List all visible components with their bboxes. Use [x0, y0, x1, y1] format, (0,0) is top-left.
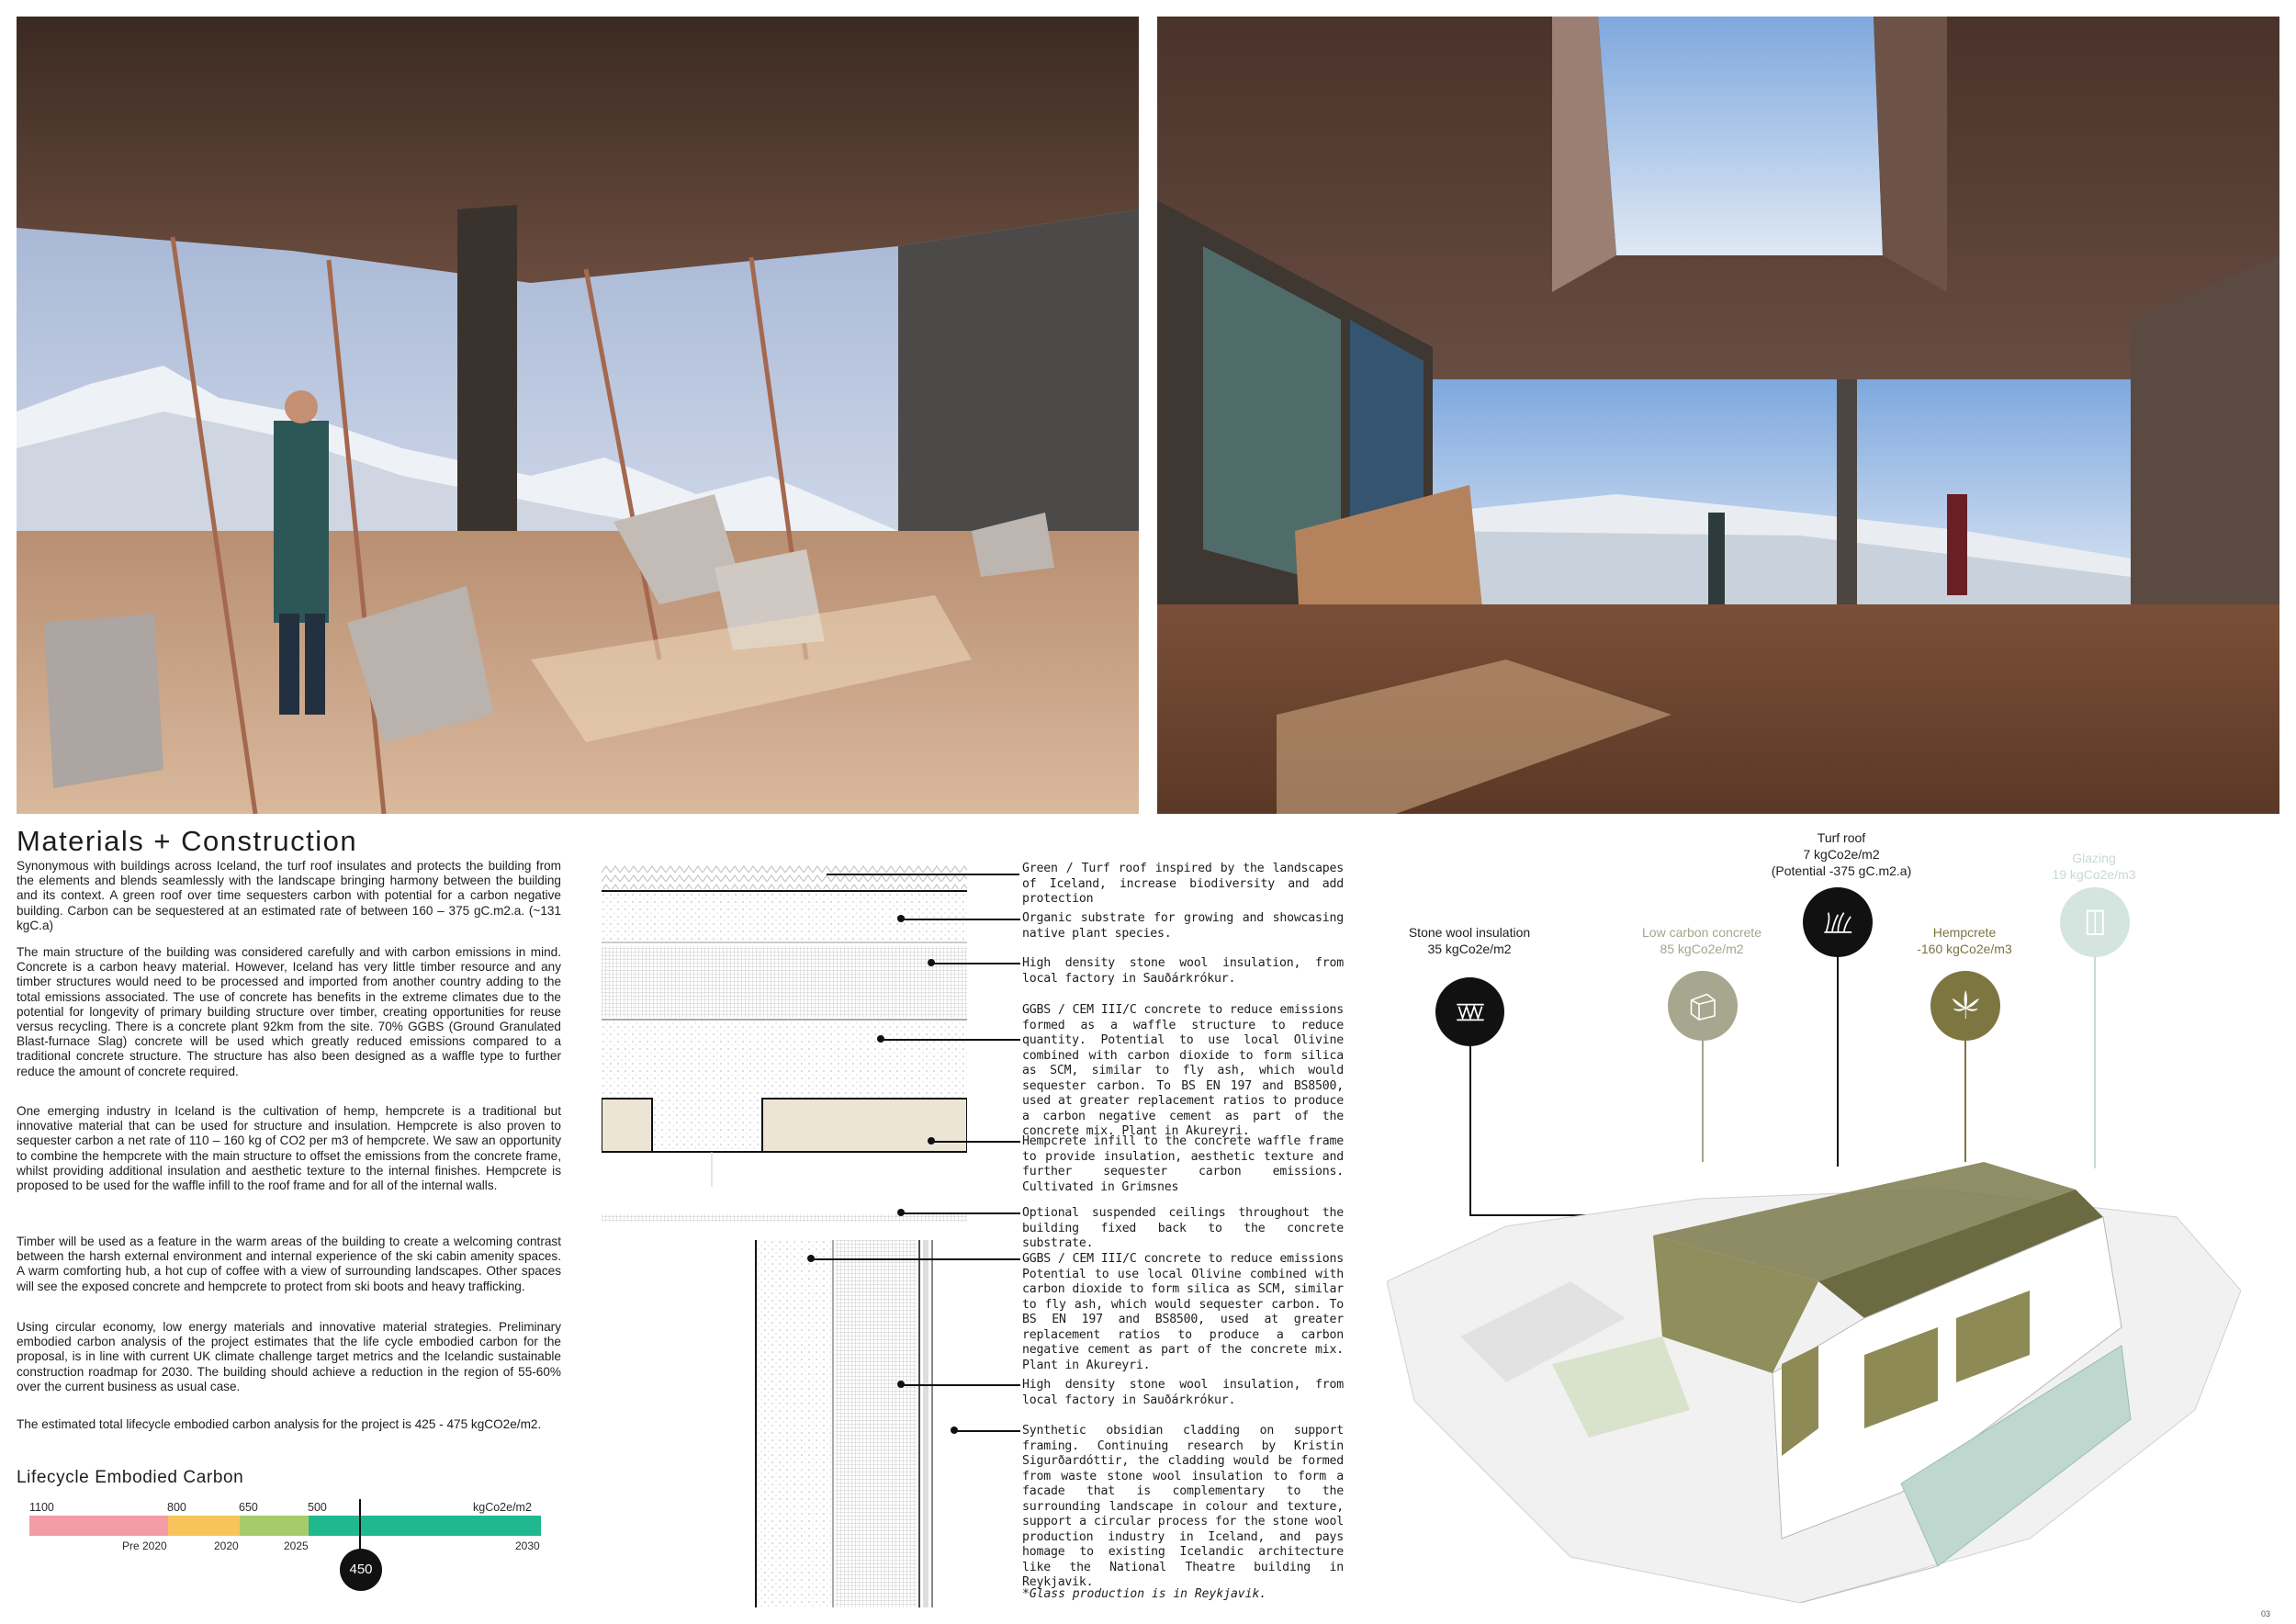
material-value-concrete: 85 kgCo2e/m2	[1660, 942, 1744, 956]
material-value-glazing: 19 kgCo2e/m3	[2052, 867, 2136, 882]
material-name-turf-roof: Turf roof	[1817, 830, 1866, 845]
material-label-glazing	[2007, 850, 2181, 883]
material-name-stone-wool: Stone wool insulation	[1408, 925, 1531, 940]
leader-ceilings	[901, 1212, 1020, 1214]
material-label-stone-wool	[1382, 924, 1557, 957]
annotation-turf-roof: Green / Turf roof inspired by the landscapes of Iceland, increase biodiversity and add protection	[1022, 862, 1344, 906]
paragraph-hempcrete: One emerging industry in Iceland is the cultivation of hemp, hempcrete is a traditional but innovative material that can be used for structure and insulation. Hempcrete is also proven to sequester carbon a net rate of 110 – 160 kg of CO2 per m3 of hempcrete. We saw an opportunity to combine the hempcrete with the main structure to offset the emissions from the concrete frame, whilst providing additional insulation and aesthetic texture to the internal finishes. Hempcrete is proposed to be used for the waffle infill to the roof frame and for all of the internal walls.	[17, 1104, 561, 1193]
material-name-concrete: Low carbon concrete	[1642, 925, 1761, 940]
annotation-roof-insulation: High density stone wool insulation, from local factory in Sauðárkrókur.	[1022, 956, 1344, 986]
bar-year-pre2020: Pre 2020	[122, 1539, 167, 1552]
paragraph-concrete-structure: The main structure of the building was considered carefully and with carbon emissions in mind. Concrete is a carbon heavy material. However, Iceland has very little timber resource and any timber structures would need to be processed and imported from another country adding to the total emissions associated. The use of concrete has benefits in the extreme climates due to the potential for longevity of primary building structure over timber, creating opportunities for reuse versus recycling. There is a concrete plant 92km from the site. 70% GGBS (Ground Granulated Blast-furnace Slag) concrete will be used which greatly reduced emissions compared to a traditional concrete structure. The structure has also been designed as a waffle type to further reduce the amount of concrete required.	[17, 945, 561, 1078]
section-title: Materials + Construction	[17, 825, 358, 857]
stone-wool-icon	[1435, 977, 1504, 1046]
interior-render-lounge	[17, 17, 1139, 814]
bar-segment-2025	[240, 1516, 309, 1536]
leader-hempcrete	[931, 1141, 1020, 1143]
material-name-hempcrete: Hempcrete	[1932, 925, 1997, 940]
material-value-hempcrete: -160 kgCo2e/m3	[1917, 942, 2012, 956]
bar-segment-pre2020	[29, 1516, 168, 1536]
leader-wall-concrete	[811, 1258, 1020, 1260]
window-icon	[2060, 887, 2130, 957]
material-name-glazing: Glazing	[2072, 851, 2116, 865]
bar-label-650: 650	[239, 1501, 258, 1514]
bar-label-800: 800	[167, 1501, 186, 1514]
material-value-turf-roof: 7 kgCo2e/m2	[1803, 847, 1880, 862]
material-value-stone-wool: 35 kgCo2e/m2	[1427, 942, 1512, 956]
bar-segment-2030	[309, 1516, 541, 1536]
material-label-concrete	[1615, 924, 1789, 957]
paragraph-total-carbon: The estimated total lifecycle embodied carbon analysis for the project is 425 - 475 kgCO2e/m2.	[17, 1417, 542, 1431]
annotation-wall-insulation: High density stone wool insulation, from local factory in Sauðárkrókur.	[1022, 1378, 1344, 1407]
page-number: 03	[2261, 1609, 2271, 1618]
bar-label-1100: 1100	[29, 1501, 54, 1514]
material-extra-turf-roof: (Potential -375 gC.m2.a)	[1771, 863, 1912, 878]
annotation-roof-concrete: GGBS / CEM III/C concrete to reduce emissions formed as a waffle structure to reduce quantity. Potential to use local Olivine combined with carbon dioxide to form silica as SCM, similar to fly ash, which would sequester carbon. To BS EN 197 and BS8500, used at greater replacement ratios to produce a carbon negative cement as part of the concrete mix. Plant in Akureyri.	[1022, 1003, 1344, 1138]
material-label-turf-roof	[1750, 829, 1933, 879]
bar-unit: kgCo2e/m2	[473, 1501, 532, 1514]
wall-section-drawing	[602, 1240, 967, 1607]
axonometric-building-drawing	[1387, 1107, 2241, 1603]
bar-marker-450: 450	[340, 1549, 382, 1591]
leader-roof-concrete	[881, 1039, 1020, 1041]
hemp-leaf-icon	[1930, 971, 2000, 1041]
bar-year-2030: 2030	[515, 1539, 540, 1552]
leader-roof-insulation	[931, 963, 1020, 964]
annotation-wall-concrete: GGBS / CEM III/C concrete to reduce emissions Potential to use local Olivine combined with carbon dioxide to form silica as SCM, similar to fly ash, which would sequester carbon. To BS EN 197 and BS8500, used at greater replacement ratios to produce a carbon negative cement as part of the concrete mix. Plant in Akureyri.	[1022, 1252, 1344, 1372]
bar-segment-2020	[168, 1516, 240, 1536]
paragraph-timber: Timber will be used as a feature in the warm areas of the building to create a welcoming contrast between the harsh external environment and internal experience of the ski cabin amenity spaces. A warm comforting hub, a hot cup of coffee with a view of surrounding landscapes. Other spaces will see the exposed concrete and hempcrete to protect from ski boots and heavy trafficking.	[17, 1235, 561, 1293]
paragraph-circular-economy: Using circular economy, low energy materials and innovative material strategies. Preliminary embodied carbon analysis of the project estimates that the life cycle embodied carbon for the proposal, is in line with current UK climate challenge target metrics and the Icelandic sustainable construction roadmap for 2030. The building should achieve a reduction in the region of 55-60% over the current business as usual case.	[17, 1320, 561, 1393]
lifecycle-title: Lifecycle Embodied Carbon	[17, 1468, 244, 1487]
concrete-block-icon	[1668, 971, 1738, 1041]
annotation-obsidian-cladding: Synthetic obsidian cladding on support framing. Continuing research by Kristin Sigurðardóttir, the cladding would be formed from waste stone wool insulation to form a facade that is complementary to the surrounding landscape in colour and texture, support a circular process for the stone wool production industry in Iceland, and pays homage to existing Icelandic architecture like the National Theatre building in Reykjavik.	[1022, 1424, 1344, 1589]
bar-year-2025: 2025	[284, 1539, 309, 1552]
glass-production-note: *Glass production is in Reykjavik.	[1022, 1587, 1267, 1601]
leader-turf-roof	[827, 874, 1019, 875]
leader-cladding	[954, 1430, 1020, 1432]
paragraph-turf-roof: Synonymous with buildings across Iceland, the turf roof insulates and protects the building from the elements and blends seamlessly with the landscape bringing harmony between the building and its context. A green roof over time sequesters carbon with potential for a carbon negative building. Carbon can be sequestered at an estimated rate of between 160 – 375 gC.m2.a. (~131 kgC.a)	[17, 859, 561, 932]
bar-label-500: 500	[308, 1501, 327, 1514]
annotation-hempcrete: Hempcrete infill to the concrete waffle frame to provide insulation, aesthetic texture and further sequester carbon emissions. Cultivated in Grimsnes	[1022, 1134, 1344, 1194]
leader-substrate	[901, 919, 1020, 920]
annotation-ceilings: Optional suspended ceilings throughout the building fixed back to the concrete substrate.	[1022, 1206, 1344, 1250]
interior-render-gallery	[1157, 17, 2279, 814]
bar-year-2020: 2020	[214, 1539, 239, 1552]
material-label-hempcrete	[1877, 924, 2052, 957]
grass-icon	[1803, 887, 1873, 957]
annotation-substrate: Organic substrate for growing and showcasing native plant species.	[1022, 911, 1344, 941]
leader-wall-insulation	[901, 1384, 1020, 1386]
